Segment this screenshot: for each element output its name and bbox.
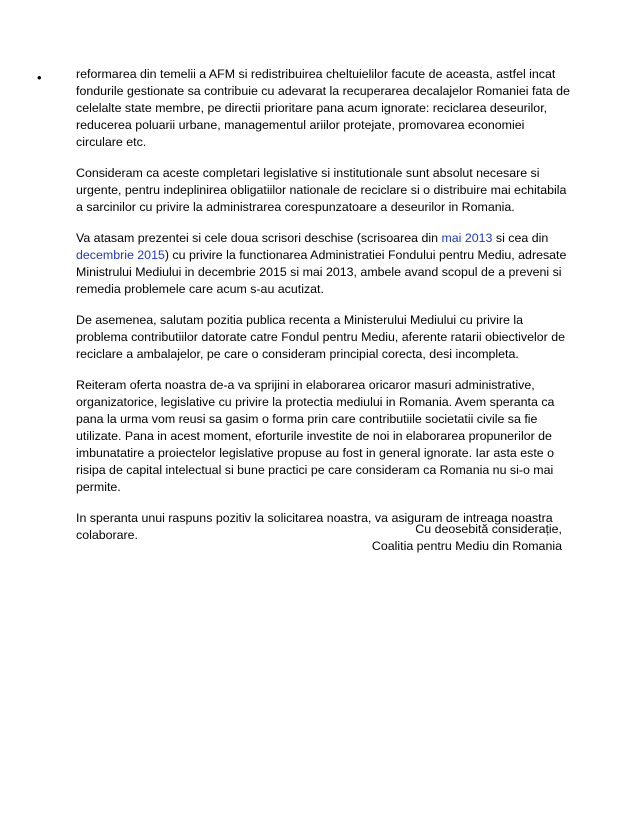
signature-organization: Coalitia pentru Mediu din Romania bbox=[371, 539, 562, 553]
paragraph-text-part: Va atasam prezentei si cele doua scrisori deschise (scrisoarea din bbox=[76, 231, 442, 245]
letter-body bbox=[76, 66, 570, 558]
signature-block bbox=[372, 521, 562, 555]
closing-salutation: Cu deosebită considerație, bbox=[415, 522, 562, 536]
paragraph-text-part: si cea din bbox=[492, 231, 549, 245]
paragraph-support-offer: Reiteram oferta noastra de-a va sprijini in elaborarea oricaror masuri administrative, organizatorice, legislative cu privire la protectia mediului in Romania. Avem speranta ca pana la urma vom reusi sa gasim o forma prin care contributiile societatii civile sa fie utilizate. Pana in acest moment, eforturile investite de noi in elaborarea propunerilor de imbunatatire a proiectelor legislative propuse au fost in general ignorate. Iar asta este o risipa de capital intelectual si bune practici pe care consideram ca Romania nu si-o mai permite. bbox=[76, 378, 555, 494]
paragraph-text-part: ) cu privire la functionarea Administratiei Fondului pentru Mediu, adresate Ministrului Mediului in decembrie 2015 si mai 2013, ambele avand scopul de a preveni si remedia problemele care acum s-au acutizat. bbox=[76, 248, 567, 296]
paragraph-ministry-position: De asemenea, salutam pozitia publica recenta a Ministerului Mediului cu privire la problema contributiilor datorate catre Fondul pentru Mediu, aferente ratarii obiectivelor de reciclare a ambalajelor, pe care o consideram principial corecta, desi incompleta. bbox=[76, 313, 566, 361]
link-letter-december-2015[interactable]: decembrie 2015 bbox=[76, 248, 165, 262]
paragraph-closing-hope: In speranta unui raspuns pozitiv la solicitarea noastra, va asiguram de intreaga noastra colaborare. bbox=[76, 511, 553, 542]
paragraph-afm-reform: reformarea din temelii a AFM si redistribuirea cheltuielilor facute de aceasta, astfel incat fondurile gestionate sa contribuie cu adevarat la recuperarea decalajelor Romaniei fata de celelalte state membre, pe directii prioritare pana acum ignorate: reciclarea deseurilor, reducerea poluarii urbane, managementul ariilor protejate, promovarea economiei circulare etc. bbox=[76, 67, 570, 149]
bullet-marker: • bbox=[37, 70, 42, 85]
link-letter-may-2013[interactable]: mai 2013 bbox=[441, 231, 493, 245]
paragraph-attached-letters bbox=[76, 230, 570, 298]
paragraph-legislative-completions: Consideram ca aceste completari legislative si institutionale sunt absolut necesare si urgente, pentru indeplinirea obligatiilor nationale de reciclare si o distribuire mai echitabila a sarcinilor cu privire la administrarea corespunzatoare a deseurilor in Romania. bbox=[76, 166, 567, 214]
